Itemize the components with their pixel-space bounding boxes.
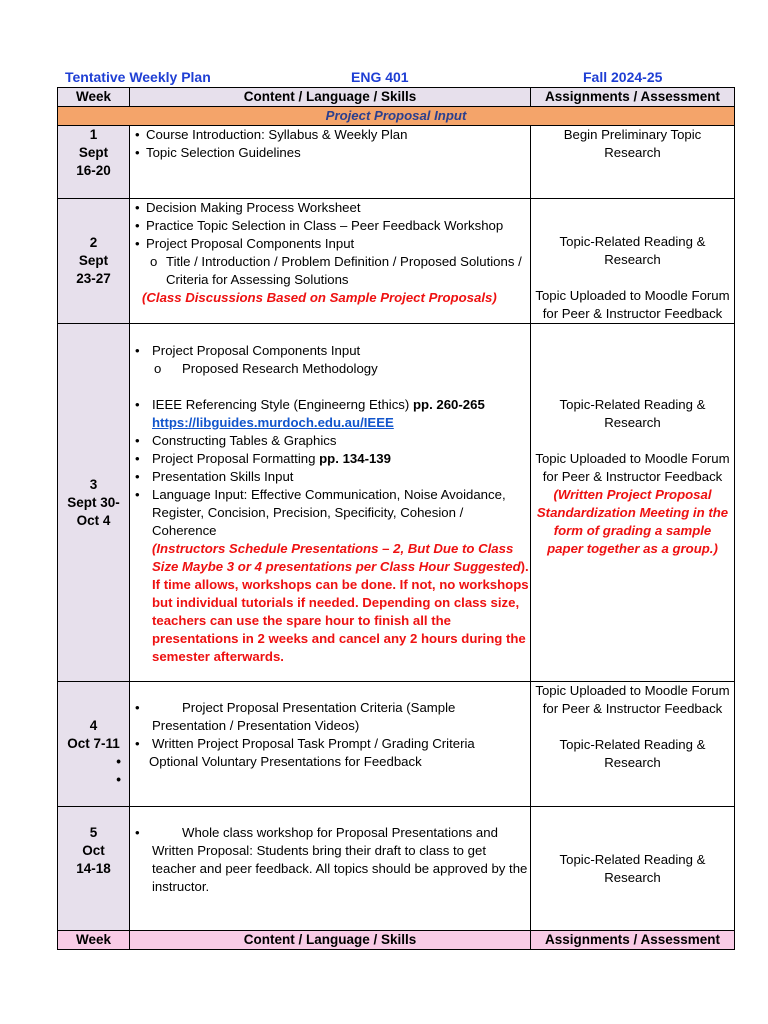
sub-item — [130, 360, 530, 378]
week-cell — [58, 324, 130, 682]
list-item: • Language Input: Effective Communication, Noise Avoidance, Register, Concision, Precision, Specificity, Cohesion / Coherence — [130, 486, 530, 540]
presentation-note-rest: ). If time allows, workshops can be done. If not, no workshops but individual tutorials if needed. Depending on class size, teachers can use the spare hour to finish all the presentations in 2 weeks and cancel any 2 hours during the semester afterwards. — [152, 559, 529, 664]
list-item — [130, 824, 530, 896]
week-dates: 23-27 — [76, 271, 111, 286]
week-cell — [58, 682, 130, 807]
list-item — [130, 450, 530, 468]
assignment-cell — [531, 682, 735, 807]
empty-bullet: • — [116, 772, 121, 787]
week-month: Sept — [78, 253, 109, 268]
col-content: Content / Language / Skills — [130, 88, 531, 107]
list-item: • Project Proposal Components Input — [130, 235, 530, 253]
list-item — [130, 699, 530, 735]
assignment-cell — [531, 324, 735, 682]
list-item: • Topic Selection Guidelines — [130, 144, 530, 162]
week-dates: 14-18 — [76, 861, 111, 876]
assignment-cell — [531, 126, 735, 199]
content-cell — [130, 126, 531, 199]
list-item: • Decision Making Process Worksheet — [130, 199, 530, 217]
term: Fall 2024-25 — [583, 69, 663, 85]
week-cell — [58, 807, 130, 931]
week-number: 5 — [89, 825, 98, 840]
sub-item — [130, 253, 530, 289]
list-item: • Presentation Skills Input — [130, 468, 530, 486]
week-row-4 — [58, 682, 735, 807]
week-row-2 — [58, 199, 735, 324]
col-week: Week — [58, 931, 130, 950]
week-dates: Oct 7-11 — [67, 736, 120, 751]
list-item — [130, 396, 530, 432]
optional-item: Optional Voluntary Presentations for Feedback — [149, 754, 422, 769]
assignment-text: Topic-Related Reading & Research — [559, 234, 706, 267]
content-cell — [130, 807, 531, 931]
section-row — [58, 107, 735, 126]
week-month: Sept — [78, 145, 109, 160]
assignment-text: Topic Uploaded to Moodle Forum for Peer & Instructor Feedback — [535, 451, 730, 484]
formatting-pages: pp. 134-139 — [319, 451, 391, 466]
workshop-text: Whole class workshop for Proposal Presentations and Written Proposal: Students bring their draft to class to get teacher and peer feedback. All topics should be approved by the instructor. — [152, 825, 528, 894]
sub-bullet: o — [154, 361, 162, 376]
col-week: Week — [58, 88, 130, 107]
weekly-plan-table — [57, 87, 735, 950]
standardization-note: (Written Project Proposal Standardization Meeting in the form of grading a sample paper together as a group.) — [536, 487, 729, 556]
course-code: ENG 401 — [351, 69, 409, 85]
empty-bullet: • — [116, 754, 121, 769]
week-dates: 16-20 — [76, 163, 111, 178]
assignment-cell — [531, 199, 735, 324]
assignment-text: Topic-Related Reading & Research — [559, 737, 706, 770]
week-cell — [58, 199, 130, 324]
ieee-text: IEEE Referencing Style (Engineerng Ethics) — [152, 397, 413, 412]
ieee-link[interactable]: https://libguides.murdoch.edu.au/IEEE — [152, 415, 394, 430]
footer-row — [58, 931, 735, 950]
week-number: 2 — [89, 235, 98, 250]
list-item: • Practice Topic Selection in Class – Peer Feedback Workshop — [130, 217, 530, 235]
week-month: Oct — [82, 843, 105, 858]
week-number: 4 — [89, 718, 98, 733]
week-dates: Oct 4 — [76, 512, 111, 528]
assignment-text: Topic Uploaded to Moodle Forum for Peer & Instructor Feedback — [535, 683, 730, 716]
assignment-text: Begin Preliminary Topic Research — [563, 127, 702, 160]
presentation-note-italic: (Instructors Schedule Presentations – 2, But Due to Class Size Maybe 3 or 4 presentations per Class Hour Suggested — [152, 541, 521, 574]
header-row — [58, 88, 735, 107]
criteria-text: Project Proposal Presentation Criteria (Sample Presentation / Presentation Videos) — [152, 700, 456, 733]
sub-bullet: o — [150, 254, 158, 269]
week-row-3 — [58, 324, 735, 682]
presentation-note — [130, 540, 530, 666]
assignment-text: Topic-Related Reading & Research — [559, 397, 706, 430]
section-title: Project Proposal Input — [58, 107, 735, 126]
assignment-text: Topic-Related Reading & Research — [559, 851, 706, 885]
assignment-cell — [531, 807, 735, 931]
col-content: Content / Language / Skills — [130, 931, 531, 950]
week-row-1 — [58, 126, 735, 199]
content-cell — [130, 199, 531, 324]
sub-item-text: Title / Introduction / Problem Definition / Proposed Solutions / Criteria for Assessing Solutions — [166, 254, 522, 287]
plan-title: Tentative Weekly Plan — [65, 69, 211, 85]
list-item: • Project Proposal Components Input — [130, 342, 530, 360]
assignment-text: Topic Uploaded to Moodle Forum for Peer & Instructor Feedback — [535, 288, 730, 321]
content-cell — [130, 682, 531, 807]
list-item: • Written Project Proposal Task Prompt / Grading Criteria — [130, 735, 530, 753]
class-note: (Class Discussions Based on Sample Project Proposals) — [142, 290, 497, 305]
content-cell — [130, 324, 531, 682]
col-assignments: Assignments / Assessment — [531, 88, 735, 107]
formatting-text: Project Proposal Formatting — [152, 451, 320, 466]
sub-item-text: Proposed Research Methodology — [182, 361, 378, 376]
col-assignments: Assignments / Assessment — [531, 931, 735, 950]
week-cell — [58, 126, 130, 199]
list-item: • Constructing Tables & Graphics — [130, 432, 530, 450]
week-row-5 — [58, 807, 735, 931]
week-month: Sept 30- — [67, 494, 120, 510]
list-item: • Course Introduction: Syllabus & Weekly Plan — [130, 126, 530, 144]
week-number: 1 — [89, 127, 98, 142]
week-number: 3 — [89, 476, 98, 492]
ieee-pages: pp. 260-265 — [412, 397, 485, 412]
